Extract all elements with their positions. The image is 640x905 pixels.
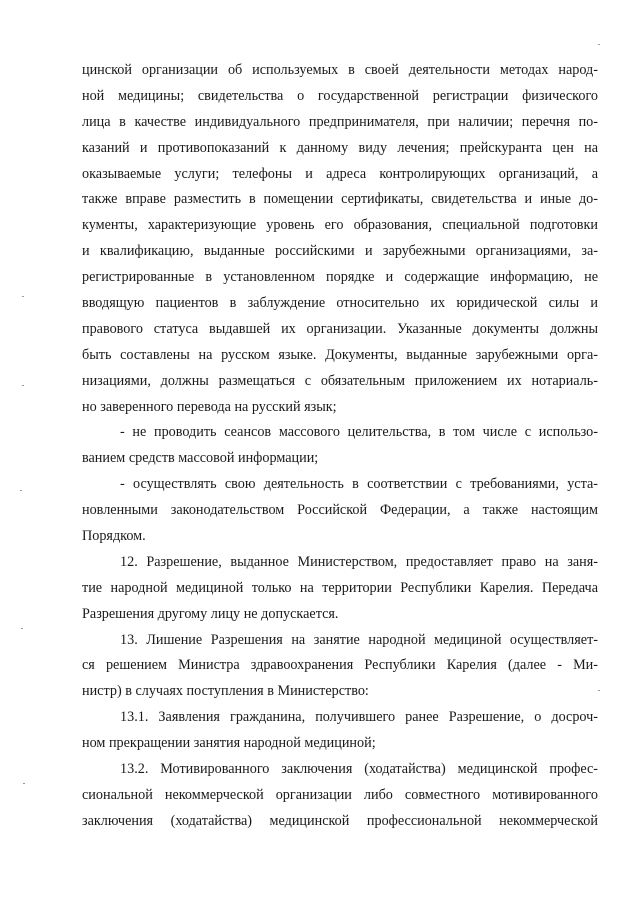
text-line: быть составлены на русском языке. Документы, выданные зарубежными орга- — [82, 346, 598, 363]
document-body — [82, 58, 598, 835]
text-line: ся решением Министра здравоохранения Республики Карелия (далее - Ми- — [82, 657, 598, 674]
text-line: и квалификацию, выданные российскими и зарубежными организациями, за- — [82, 243, 598, 260]
text-line: также вправе разместить в помещении сертификаты, свидетельства и иные до- — [82, 191, 598, 208]
scan-artifact — [22, 296, 24, 297]
text-line: вводящую пациентов в заблуждение относительно их юридической силы и — [82, 295, 598, 312]
scan-artifact — [22, 385, 24, 386]
text-line: 12. Разрешение, выданное Министерством, предоставляет право на заня- — [120, 553, 598, 570]
text-line: Разрешения другому лицу не допускается. — [82, 605, 339, 622]
text-line: Порядком. — [82, 528, 146, 545]
scan-artifact — [20, 490, 22, 491]
text-line: лица в качестве индивидуального предпринимателя, при наличии; перечня по- — [82, 113, 598, 130]
text-line: 13.1. Заявления гражданина, получившего ранее Разрешение, о досроч- — [120, 709, 598, 726]
text-line: нистр) в случаях поступления в Министерство: — [82, 683, 369, 700]
scan-artifact — [598, 690, 600, 691]
text-line: цинской организации об используемых в своей деятельности методах народ- — [82, 62, 598, 78]
text-line: сиональной некоммерческой организации либо совместного мотивированного — [82, 786, 598, 803]
text-line: новленными законодательством Российской Федерации, а также настоящим — [82, 502, 598, 519]
text-line: но заверенного перевода на русский язык; — [82, 398, 337, 415]
text-line: тие народной медициной только на территории Республики Карелия. Передача — [82, 579, 598, 596]
scan-artifact — [598, 44, 600, 45]
text-line: 13.2. Мотивированного заключения (ходатайства) медицинской профес- — [120, 761, 598, 778]
text-line: - не проводить сеансов массового целительства, в том числе с использо- — [120, 424, 598, 441]
text-line: ном прекращении занятия народной медициной; — [82, 735, 376, 752]
text-line: правового статуса выдавшей их организации. Указанные документы должны — [82, 320, 598, 337]
text-line: регистрированные в установленном порядке и содержащие информацию, не — [82, 269, 598, 286]
text-line: - осуществлять свою деятельность в соответствии с требованиями, уста- — [120, 476, 598, 493]
text-line: казаний и противопоказаний к данному виду лечения; прейскуранта цен на — [82, 139, 598, 156]
text-line: низациями, должны размещаться с обязательным приложением их нотариаль- — [82, 372, 598, 389]
text-line: ванием средств массовой информации; — [82, 450, 319, 467]
text-line: 13. Лишение Разрешения на занятие народной медициной осуществляет- — [120, 631, 598, 648]
scan-artifact — [23, 783, 25, 784]
scan-artifact — [21, 628, 23, 629]
text-line: оказываемые услуги; телефоны и адреса контролирующих организаций, а — [82, 165, 598, 182]
text-line: заключения (ходатайства) медицинской профессиональной некоммерческой — [82, 812, 598, 829]
text-line: кументы, характеризующие уровень его образования, специальной подготовки — [82, 217, 598, 234]
text-line: ной медицины; свидетельства о государственной регистрации физического — [82, 87, 598, 104]
